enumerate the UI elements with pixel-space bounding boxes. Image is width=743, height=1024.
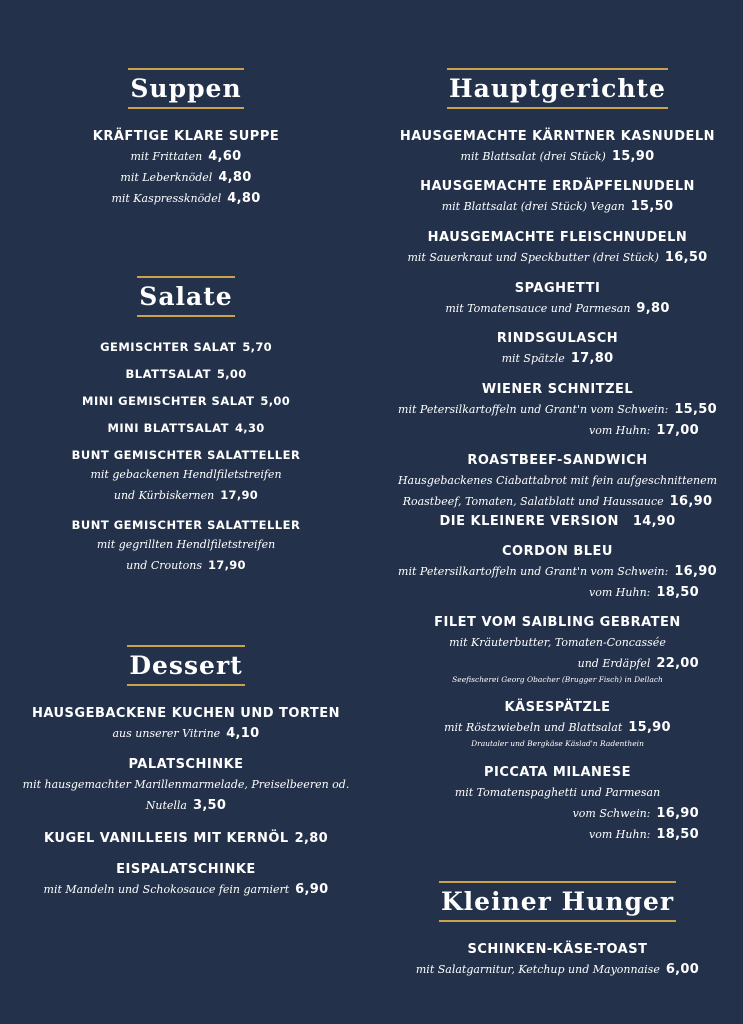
kleiner-toast xyxy=(372,941,743,980)
dessert-eispalatschinke xyxy=(0,861,372,900)
salatteller-gegrillt xyxy=(0,516,372,576)
item-line: mit Spätzle 17,80 xyxy=(501,351,614,366)
haupt-kaesespaetzle xyxy=(372,699,743,750)
item-line: mit gegrillten Hendlfiletstreifen xyxy=(96,538,276,551)
item-line: vom Huhn: 18,50 xyxy=(589,585,699,600)
item-line: Nutella 3,50 xyxy=(145,798,227,813)
item-line: mit Röstzwiebeln und Blattsalat 15,90 xyxy=(444,720,671,735)
section-title: Salate xyxy=(137,276,234,317)
item-line: mit Blattsalat (drei Stück) 15,90 xyxy=(460,149,655,164)
section-title: Kleiner Hunger xyxy=(439,881,676,922)
item-line: mit Frittaten 4,60 xyxy=(130,149,242,164)
item-line: mit Kaspressknödel 4,80 xyxy=(111,191,261,206)
item-line: mit Leberknödel 4,80 xyxy=(120,170,252,185)
hauptgerichte-heading xyxy=(372,68,743,109)
item-note: Drautaler und Bergkäse Käslad'n Radenthein xyxy=(471,739,644,748)
dessert-palatschinke xyxy=(0,756,372,816)
item-name: RINDSGULASCH xyxy=(496,331,619,346)
item-name: HAUSGEBACKENE KUCHEN UND TORTEN xyxy=(31,706,341,721)
section-title: Hauptgerichte xyxy=(447,68,668,109)
dessert-kugel xyxy=(0,830,372,848)
haupt-piccata xyxy=(372,764,743,845)
kleiner-hunger-heading xyxy=(372,881,743,922)
salate-list xyxy=(0,334,372,442)
item-line: mit Kräuterbutter, Tomaten-Concassée xyxy=(449,636,666,649)
item-name: BUNT GEMISCHTER SALATTELLER xyxy=(71,448,301,462)
item-name: CORDON BLEU xyxy=(502,544,613,559)
item-line: mit Mandeln und Schokosauce fein garniert 6,90 xyxy=(43,882,329,897)
item-name: HAUSGEMACHTE ERDÄPFELNUDELN xyxy=(420,179,695,194)
item-name: HAUSGEMACHTE KÄRNTNER KASNUDELN xyxy=(399,129,716,144)
item-name: KUGEL VANILLEEIS MIT KERNÖL 2,80 xyxy=(44,831,328,846)
item-line: mit Tomatensauce und Parmesan 9,80 xyxy=(445,301,670,316)
item-line: und Croutons 17,90 xyxy=(126,558,246,572)
item-name: FILET VOM SAIBLING GEBRATEN xyxy=(434,615,681,630)
haupt-erdaepfelnudeln xyxy=(372,178,743,217)
item-name: PALATSCHINKE xyxy=(128,757,244,772)
item-variant: DIE KLEINERE VERSION 14,90 xyxy=(439,514,676,529)
item-name: ROASTBEEF-SANDWICH xyxy=(467,453,648,468)
item-line: mit Petersilkartoffeln und Grant'n vom Schwein: 16,90 xyxy=(398,564,717,579)
suppen-heading xyxy=(0,68,372,109)
item-name: SCHINKEN-KÄSE-TOAST xyxy=(467,942,648,957)
haupt-cordon-bleu xyxy=(372,543,743,603)
item-line: und Kürbiskernen 17,90 xyxy=(113,488,259,502)
item-line: Roastbeef, Tomaten, Salatblatt und Haussauce 16,90 xyxy=(402,494,713,509)
suppen-item xyxy=(0,128,372,209)
list-item: BLATTSALAT 5,00 xyxy=(125,367,247,381)
item-line: mit Sauerkraut und Speckbutter (drei Stück) 16,50 xyxy=(407,250,708,265)
item-line: vom Huhn: 17,00 xyxy=(589,423,699,438)
dessert-heading xyxy=(0,645,372,686)
item-line: aus unserer Vitrine 4,10 xyxy=(112,726,260,741)
haupt-schnitzel xyxy=(372,381,743,441)
item-line: mit Blattsalat (drei Stück) Vegan 15,50 xyxy=(441,199,674,214)
haupt-saibling xyxy=(372,614,743,686)
item-name: BUNT GEMISCHTER SALATTELLER xyxy=(71,518,301,532)
list-item: MINI BLATTSALAT 4,30 xyxy=(107,421,265,435)
haupt-roastbeef xyxy=(372,452,743,532)
item-name: HAUSGEMACHTE FLEISCHNUDELN xyxy=(427,230,688,245)
item-name: KÄSESPÄTZLE xyxy=(504,700,611,715)
haupt-spaghetti xyxy=(372,280,743,319)
item-name: EISPALATSCHINKE xyxy=(116,862,256,877)
dessert-kuchen xyxy=(0,705,372,744)
section-title: Dessert xyxy=(127,645,244,686)
item-line: mit Salatgarnitur, Ketchup und Mayonnaise 6,00 xyxy=(415,962,700,977)
haupt-kasnudeln xyxy=(372,128,743,167)
section-title: Suppen xyxy=(128,68,243,109)
haupt-fleischnudeln xyxy=(372,229,743,268)
item-line: und Erdäpfel 22,00 xyxy=(577,656,699,671)
list-item: MINI GEMISCHTER SALAT 5,00 xyxy=(82,394,290,408)
item-line: vom Huhn: 18,50 xyxy=(589,827,699,842)
item-line: mit gebackenen Hendlfiletstreifen xyxy=(90,468,282,481)
item-line: vom Schwein: 16,90 xyxy=(572,806,699,821)
item-name: SPAGHETTI xyxy=(514,281,601,296)
item-line: mit hausgemachter Marillenmarmelade, Preiselbeeren od. xyxy=(22,778,350,791)
list-item: GEMISCHTER SALAT 5,70 xyxy=(100,340,272,354)
item-name: PICCATA MILANESE xyxy=(483,765,632,780)
item-line: mit Tomatenspaghetti und Parmesan xyxy=(454,786,661,799)
salatteller-gebacken xyxy=(0,446,372,506)
item-name: WIENER SCHNITZEL xyxy=(481,382,634,397)
item-line: mit Petersilkartoffeln und Grant'n vom Schwein: 15,50 xyxy=(398,402,717,417)
item-note: Seefischerei Georg Obacher (Brugger Fisch) in Dellach xyxy=(452,675,663,684)
item-name: KRÄFTIGE KLARE SUPPE xyxy=(92,129,280,144)
salate-heading xyxy=(0,276,372,317)
haupt-rindsgulasch xyxy=(372,330,743,369)
item-line: Hausgebackenes Ciabattabrot mit fein aufgeschnittenem xyxy=(397,474,718,487)
